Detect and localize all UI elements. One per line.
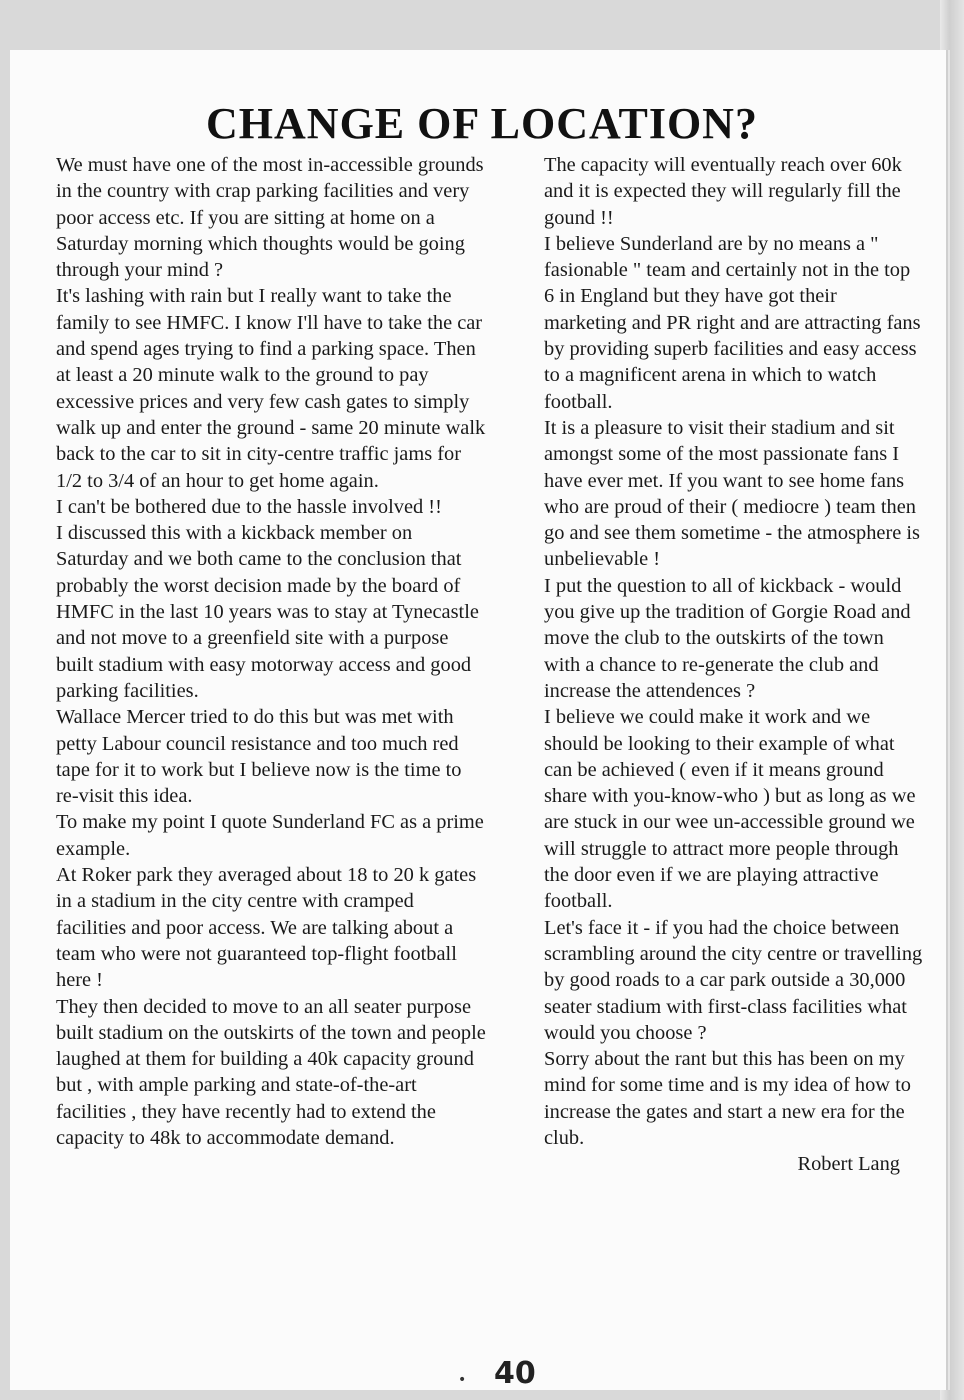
paragraph: Sorry about the rant but this has been on my mind for some time and is my idea of how to increase the gates and start a new era for the club. [544,1048,911,1149]
paragraph: I believe we could make it work and we should be looking to their example of what can be achieved ( even if it means ground share with you-know-who ) but as long as we are stuck in our wee un-accessible ground we will struggle to attract more people through the door even if we are playing attractive football. [544,706,916,913]
left-column [56,152,486,1151]
page-number: 40 [494,1356,536,1391]
right-column [544,152,924,1178]
paragraph: The capacity will eventually reach over 60k and it is expected they will regularly fill the gound !! [544,154,902,229]
paragraph: We must have one of the most in-accessible grounds in the country with crap parking facilities and very poor access etc. If you are sitting at home on a Saturday morning which thoughts would be going through your mind ? [56,154,484,282]
paragraph: I discussed this with a kickback member on Saturday and we both came to the conclusion that probably the worst decision made by the board of HMFC in the last 10 years was to stay at Tynecastle and not move to a greenfield site with a purpose built stadium with easy motorway access and good parking facilities. [56,522,479,702]
paragraph: Wallace Mercer tried to do this but was met with petty Labour council resistance and too much red tape for it to work but I believe now is the time to re-visit this idea. [56,706,462,808]
paragraph: It is a pleasure to visit their stadium and sit amongst some of the most passionate fans I have ever met. If you want to see home fans who are proud of their ( mediocre ) team then go and see them sometime - the atmosphere is unbelievable ! [544,416,920,571]
paragraph: I can't be bothered due to the hassle involved !! [56,495,442,518]
paragraph: I put the question to all of kickback - would you give up the tradition of Gorgie Road and move the club to the outskirts of the town with a chance to re-generate the club and increase the attendences ? [544,574,911,702]
paragraph: It's lashing with rain but I really want to take the family to see HMFC. I know I'll have to take the car and spend ages trying to find a parking space. Then at least a 20 minute walk to the ground to pay excessive prices and very few cash gates to simply walk up and enter the ground - same 20 minute walk back to the car to sit in city-centre traffic jams for 1/2 to 3/4 of an hour to get home again. [56,285,486,492]
paragraph: At Roker park they averaged about 18 to 20 k gates in a stadium in the city centre with cramped facilities and poor access. We are talking about a team who were not guaranteed top-flight football here ! [56,864,477,992]
paragraph: To make my point I quote Sunderland FC as a prime example. [56,811,484,860]
paragraph: I believe Sunderland are by no means a " fasionable " team and certainly not in the top 6 in England but they have got their marketing and PR right and are attracting fans by providing superb facilities and easy access to a magnificent arena in which to watch football. [544,232,921,413]
ink-mark: • [458,1372,467,1388]
paragraph: Let's face it - if you had the choice between scrambling around the city centre or travelling by good roads to a car park outside a 30,000 seater stadium with first-class facilities what would you choose ? [544,916,923,1044]
article-heading: CHANGE OF LOCATION? [206,99,758,148]
author-signature: Robert Lang [797,1153,900,1176]
paragraph: They then decided to move to an all seater purpose built stadium on the outskirts of the town and people laughed at them for building a 40k capacity ground but , with ample parking and state-of-the-art facilities , they have recently had to extend the capacity to 48k to accommodate demand. [56,995,486,1149]
